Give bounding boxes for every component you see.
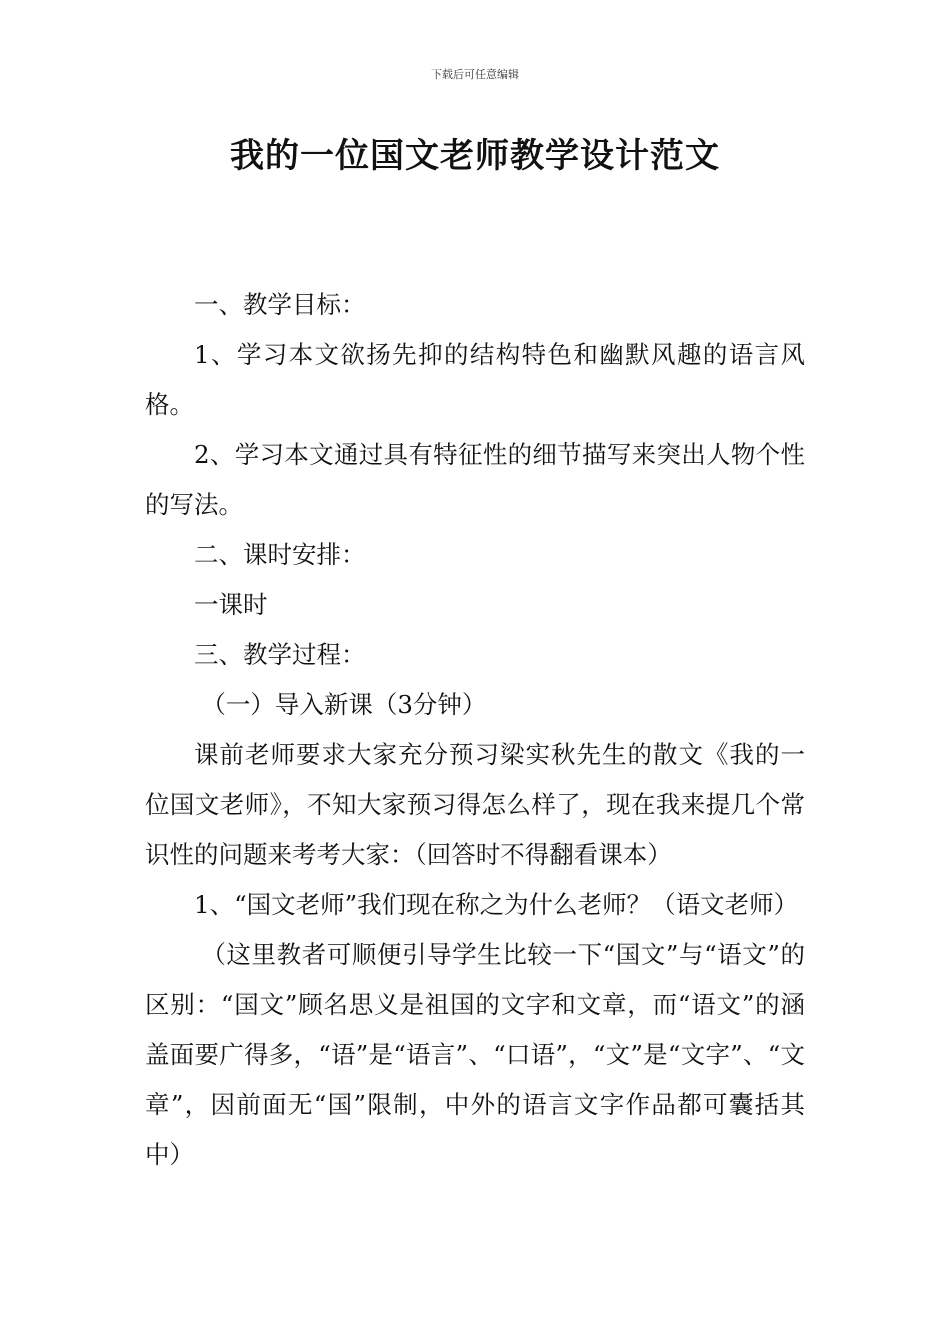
schedule-text: 一课时	[194, 590, 268, 619]
objective-item-2: 2、学习本文通过具有特征性的细节描写来突出人物个性的写法。	[145, 440, 805, 519]
document-body	[145, 280, 805, 1180]
subsection-heading-intro: （一）导入新课（3分钟）	[201, 690, 487, 719]
document-title: 我的一位国文老师教学设计范文	[230, 136, 720, 176]
page-header-note: 下载后可任意编辑	[431, 68, 519, 81]
intro-paragraph: 课前老师要求大家充分预习梁实秋先生的散文《我的一位国文老师》，不知大家预习得怎么样了，现在我来提几个常识性的问题来考考大家：（回答时不得翻看课本）	[145, 740, 805, 869]
question-item-1: 1、“国文老师”我们现在称之为什么老师？（语文老师）	[194, 890, 799, 919]
section-heading-schedule: 二、课时安排：	[194, 540, 366, 569]
teacher-note-paragraph: （这里教者可顺便引导学生比较一下“国文”与“语文”的区别：“国文”顾名思义是祖国的文字和文章，而“语文”的涵盖面要广得多，“语”是“语言”、“口语”，“文”是“文字”、“文章”，因前面无“国”限制，中外的语言文字作品都可囊括其中）	[145, 940, 805, 1169]
section-heading-process: 三、教学过程：	[194, 640, 366, 669]
section-heading-objectives: 一、教学目标：	[194, 290, 366, 319]
objective-item-1: 1、学习本文欲扬先抑的结构特色和幽默风趣的语言风格。	[145, 340, 805, 419]
